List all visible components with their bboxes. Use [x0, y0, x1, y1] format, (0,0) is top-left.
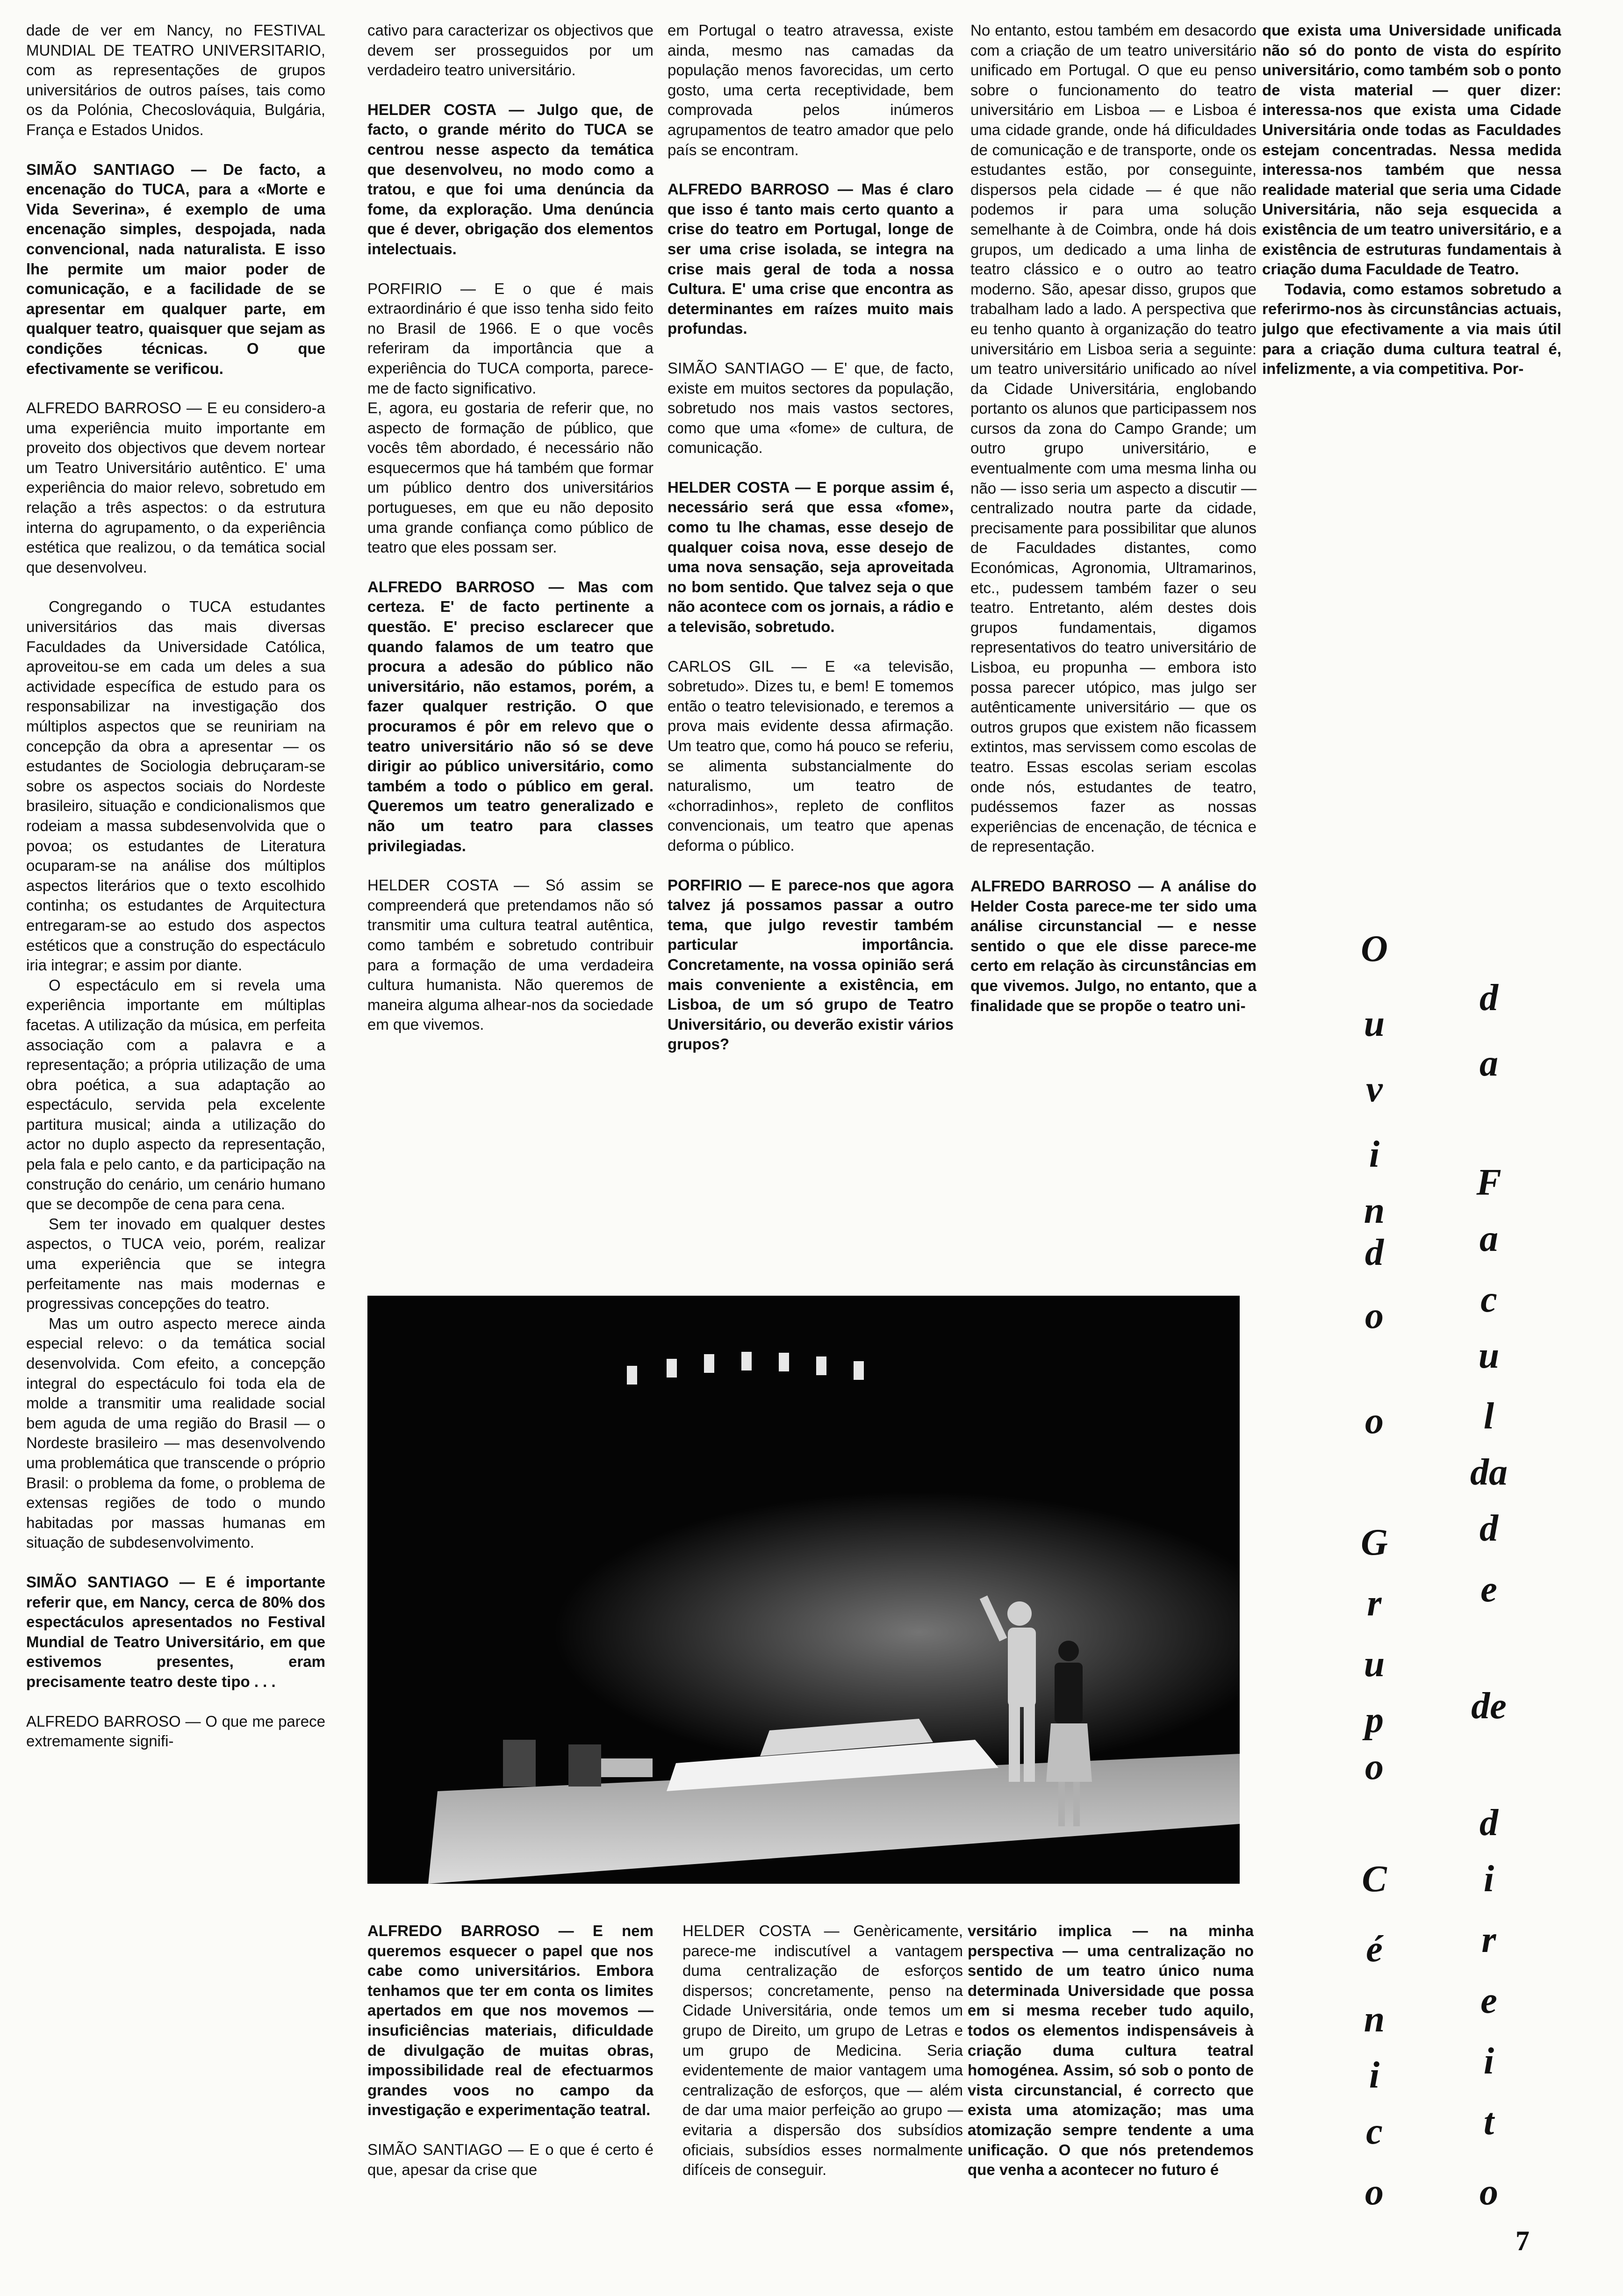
title-letter: o — [1365, 1746, 1384, 1787]
speaker-name: ALFREDO BARROSO — [367, 1922, 540, 1939]
title-letter: a — [1479, 1043, 1498, 1084]
speech-text: — Genèricamente, parece-me indiscutível a vantagem duma centralização de esforços dispersos; concretamente, penso na Cidade Universitária, onde temos um grupo de Direito, um grupo de Letras e um grupo de Medicina. Seria evidentemente de maior vantagem uma centralização de esforços, que — além de dar uma maior perfeição ao grupo — evitaria a dispersão dos subsídios oficiais, subsídios esses normalmente difíceis de conseguir. — [682, 1922, 963, 2179]
speech-text: — E «a televisão, sobretudo». Dizes tu, e bem! E tomemos então o teatro televisionado, e teremos a prova mais evidente dessa afirmação. Um teatro que, como há pouco se referiu, se alimenta substancialmente do naturalismo, um teatro de «chorradinhos», repleto de conflitos convencionais, um teatro que apenas deforma o público. — [668, 657, 954, 854]
speaker-name: HELDER COSTA — [367, 100, 496, 118]
page-number: 7 — [1515, 2225, 1530, 2256]
paragraph — [367, 577, 654, 856]
speaker-name: HELDER COSTA — [367, 876, 498, 894]
paragraph — [367, 1921, 654, 2120]
speaker-name: SIMÃO SANTIAGO — [26, 1573, 169, 1591]
vertical-title-da-faculdade-de-direito — [1454, 0, 1524, 2296]
speaker-name: ALFREDO BARROSO — [367, 578, 535, 596]
speech-text: — E porque assim é, necessário será que essa «fome», como tu lhe chamas, esse desejo de qualquer coisa nova, esse desejo de uma nova sensação, seja aproveitada no bom sentido. Que talvez seja o que não acontece com os jornais, a rádio e a televisão, sobretudo. — [668, 478, 954, 636]
speech-text: — Julgo que, de facto, o grande mérito do TUCA se centrou nesse aspecto da temática que desenvolveu, no modo como a tratou, e que foi uma denúncia da fome, da exploração. Uma denúncia que é dever, obrigação dos elementos intelectuais. — [367, 100, 654, 258]
title-letter: i — [1369, 1134, 1380, 1175]
title-letter: é — [1366, 1929, 1383, 1970]
title-letter: da — [1470, 1452, 1508, 1493]
speaker-name: ALFREDO BARROSO — [26, 1712, 181, 1730]
title-letter: r — [1367, 1583, 1382, 1624]
paragraph — [367, 100, 654, 259]
speaker-name: SIMÃO SANTIAGO — [26, 160, 175, 178]
speech-text: — E nem queremos esquecer o papel que nos cabe como universitários. Embora tenhamos que ter em conta os limites apertados em que nos movemos — insuficiências materiais, dificuldade de divulgação de muitas obras, impossibilidade real de efectuarmos grandes voos no campo da investigação e experimentação teatral. — [367, 1922, 654, 2119]
title-letter: o — [1479, 2172, 1498, 2213]
title-letter: G — [1361, 1522, 1388, 1563]
title-letter: d — [1479, 1508, 1498, 1549]
paragraph — [367, 875, 654, 1035]
article-column-4 — [970, 21, 1257, 1255]
title-letter: l — [1483, 1396, 1494, 1437]
paragraph — [968, 1921, 1254, 2180]
title-letter: de — [1471, 1686, 1507, 1727]
speech-text: — Mas com certeza. E' de facto pertinente a questão. E' preciso esclarecer que quando falamos de um teatro que procura a adesão do público não universitário, não estamos, porém, a fazer qualquer restrição. O que procuramos é pôr em relevo que o teatro universitário não só se deve dirigir ao público universitário, como também a todo o público em geral. Queremos um teatro generalizado e não um teatro para classes privilegiadas. — [367, 578, 654, 854]
title-letter: e — [1480, 1980, 1497, 2021]
vertical-title-ouvindo-o-grupo-cenico — [1346, 0, 1402, 2296]
speech-text: — E o que é mais extraordinário é que isso tenha sido feito no Brasil de 1966. E o que vocês referiram da importância que a experiência do TUCA comporta, parece-me de facto significativo. — [367, 280, 654, 397]
article-column-3 — [668, 21, 954, 1255]
paragraph — [26, 160, 325, 379]
title-letter: o — [1365, 1400, 1384, 1442]
title-letter: a — [1479, 1218, 1498, 1259]
title-letter: t — [1483, 2102, 1494, 2143]
paragraph: E, agora, eu gostaria de referir que, no aspecto de formação de público, que vocês têm abordado, é necessário não esquecermos que há também que formar um público dentro dos universitários portugueses, em que eu não deposito uma grande confiança como público de teatro que eles possam ser. — [367, 399, 654, 556]
title-letter: u — [1364, 1643, 1385, 1685]
title-letter: e — [1480, 1569, 1497, 1610]
title-letter: C — [1362, 1858, 1387, 1900]
speech-text: que exista uma Universidade unificada não só do ponto de vista do espírito universitário, como também sob o ponto de vista material — quer dizer: interessa-nos que exista uma Cidade Universitária onde todas as Faculdades estejam concentradas. Nessa medida interessa-nos também que nessa realidade material que seria uma Cidade Universitária, não seja esquecida a existência de um teatro universitário, e a existência de estruturas fundamentais à criação duma Faculdade de Teatro. — [1262, 22, 1561, 278]
speech-text: — E o que é certo é que, apesar da crise que — [367, 2140, 654, 2178]
title-letter: c — [1366, 2111, 1383, 2152]
speaker-name: ALFREDO BARROSO — [26, 399, 181, 417]
title-letter: p — [1365, 1700, 1384, 1741]
article-column-1 — [26, 21, 325, 2189]
title-letter: i — [1369, 2055, 1380, 2096]
title-letter: o — [1365, 1295, 1384, 1336]
paragraph — [367, 279, 654, 399]
paragraph — [26, 1572, 325, 1692]
title-letter: v — [1366, 1069, 1383, 1110]
paragraph: Sem ter inovado em qualquer destes aspectos, o TUCA veio, porém, realizar uma experiência que se integra perfeitamente nas mais modernas e progressivas concepções do teatro. — [26, 1215, 325, 1313]
speech-text: — Mas é claro que isso é tanto mais certo quanto a crise do teatro em Portugal, longe de ser uma crise isolada, se integra na crise mais geral de toda a nossa Cultura. E' uma crise que encontra as determinantes em raízes muito mais profundas. — [668, 180, 954, 337]
speaker-name: CARLOS GIL — [668, 657, 774, 675]
speech-text: — E' que, de facto, existe em muitos sectores da população, sobretudo nos mais vastos sectores, como que uma «fome» de cultura, de comunicação. — [668, 359, 954, 457]
article-column-6 — [367, 1921, 654, 2276]
speech-text: — A análise do Helder Costa parece-me ter sido uma análise circunstancial — e nesse sentido o que ele disse parece-me certo em relação às circunstâncias em que vivemos. Julgo, no entanto, que a finalidade que se propõe o teatro uni- — [970, 877, 1257, 1014]
paragraph: cativo para caracterizar os objectivos que devem ser prosseguidos por um verdadeiro teatro universitário. — [367, 22, 654, 79]
paragraph — [668, 478, 954, 637]
title-letter: F — [1476, 1162, 1501, 1203]
speaker-name: SIMÃO SANTIAGO — [367, 2140, 503, 2158]
title-letter: d — [1479, 1802, 1498, 1844]
paragraph — [26, 398, 325, 577]
speaker-name: HELDER COSTA — [668, 478, 790, 496]
article-column-8 — [968, 1921, 1254, 2276]
paragraph — [668, 657, 954, 856]
speech-text: — Só assim se compreenderá que pretendamos não só transmitir uma cultura teatral autêntica, como também e sobretudo contribuir para a formação de uma verdadeira cultura humanista. Não queremos de maneira alguma alhear-nos da sociedade em que vivemos. — [367, 876, 654, 1033]
stage-photograph — [367, 1296, 1240, 1884]
speech-text: — E eu considero-a uma experiência muito importante em proveito dos objectivos que devem nortear um Teatro Universitário autêntico. E' uma experiência do maior relevo, sobretudo em relação a três aspectos: o da estrutura interna do agrupamento, o da experiência estética que realizou, o da temática social que desenvolveu. — [26, 399, 325, 576]
title-letter: o — [1365, 2172, 1384, 2213]
paragraph: dade de ver em Nancy, no FESTIVAL MUNDIAL DE TEATRO UNIVERSITARIO, com as representações de grupos universitários de outros países, tais como os da Polónia, Checoslováquia, Bulgária, França e Estados Unidos. — [26, 22, 325, 138]
speaker-name: PORFIRIO — [367, 280, 442, 297]
speaker-name: HELDER COSTA — [682, 1922, 810, 1939]
title-letter: u — [1478, 1335, 1500, 1376]
paragraph — [668, 875, 954, 1055]
title-letter: d — [1479, 977, 1498, 1019]
title-letter: i — [1483, 1858, 1494, 1900]
title-letter: d — [1365, 1232, 1384, 1273]
paragraph: em Portugal o teatro atravessa, existe ainda, mesmo nas camadas da população menos favorecidas, um certo gosto, uma certa receptividade, bem comprovada pelos inúmeros agrupamentos de teatro amador que pelo país se encontram. — [668, 22, 954, 158]
speaker-name: ALFREDO BARROSO — [668, 180, 830, 198]
title-letter: r — [1481, 1919, 1496, 1960]
speech-text: versitário implica — na minha perspectiva — uma centralização no sentido de um teatro único numa determinada Universidade que possa em si mesma receber tudo aquilo, todos os elementos indispensáveis à criação duma cultura teatral homogénea. Assim, só sob o ponto de vista circunstancial, é correcto que exista uma atomização; mas uma atomização sempre tendente a uma unificação. O que nós pretendemos que venha a acontecer no futuro é — [968, 1922, 1254, 2179]
title-letter: O — [1361, 928, 1388, 969]
paragraph: O espectáculo em si revela uma experiência importante em múltiplas facetas. A utilização da música, em perfeita associação com a palavra e a representação; a própria utilização de uma obra poética, a sua adaptação ao espectáculo, servida pela excelente partitura musical; ainda a utilização do actor no duplo aspecto da representação, pela fala e pelo canto, e da participação na construção do cenário, um cenário humano que se decompõe de cena para cena. — [26, 976, 325, 1213]
speech-text: — De facto, a encenação do TUCA, para a «Morte e Vida Severina», é exemplo de uma encenação simples, despojada, nada convencional, nada naturalista. E isso lhe permite um maior poder de comunicação, e a facilidade de se apresentar em qualquer parte, em qualquer teatro, quaisquer que sejam as condições técnicas. O que efectivamente se verificou. — [26, 160, 325, 377]
paragraph — [970, 876, 1257, 1016]
paragraph — [367, 2140, 654, 2180]
speech-text: Todavia, como estamos sobretudo a referirmo-nos às circunstâncias actuais, julgo que efectivamente a via mais útil para a criação duma cultura teatral é, infelizmente, a via competitiva. Por- — [1262, 280, 1561, 378]
speech-text: — E é importante referir que, em Nancy, cerca de 80% dos espectáculos apresentados no Festival Mundial de Teatro Universitário, em que estivemos presentes, eram precisamente teatro deste tipo . . . — [26, 1573, 325, 1690]
paragraph — [668, 359, 954, 458]
speaker-name: ALFREDO BARROSO — [970, 877, 1131, 895]
paragraph: Mas um outro aspecto merece ainda especial relevo: o da temática social desenvolvida. Com efeito, a concepção integral do espectáculo foi toda ela de molde a transmitir uma realidade social bem aguda de uma região do Brasil — o Nordeste brasileiro — mas desenvolvendo uma problemática que transcende o próprio Brasil: o problema da fome, o problema de extensas regiões de todo o mundo habitadas por massas humanas em situação de subdesenvolvimento. — [26, 1314, 325, 1551]
paragraph: Congregando o TUCA estudantes universitários das mais diversas Faculdades da Universidade Católica, aproveitou-se em cada um deles a sua actividade específica de estudo para os responsabilizar na investigação dos múltiplos aspectos que se reuniriam na concepção da obra a apresentar — os estudantes de Sociologia debruçaram-se sobre os aspectos sociais do Nordeste brasileiro, situação e condicionalismos que rodeiam a massa subdesenvolvida que o povoa; os estudantes de Literatura ocuparam-se na análise dos múltiplos aspectos literários que o texto escolhido continha; os estudantes de Arquitectura entregaram-se ao estudo dos aspectos estéticos que a construção do espectáculo iria integrar; e assim por diante. — [26, 598, 325, 974]
title-letter: c — [1480, 1279, 1497, 1320]
stage-scene-image — [367, 1296, 1240, 1884]
title-letter: i — [1483, 2041, 1494, 2082]
paragraph — [668, 179, 954, 339]
paragraph — [26, 1712, 325, 1751]
title-letter: u — [1364, 1003, 1385, 1044]
speech-text: — O que me parece extremamente signifi- — [26, 1712, 325, 1750]
speech-text: — E parece-nos que agora talvez já possamos passar a outro tema, que julgo revestir também particular importância. Concretamente, na vossa opinião será mais conveniente a existência, em Lisboa, de um só grupo de Teatro Universitário, ou deverão existir vários grupos? — [668, 876, 954, 1053]
article-column-7 — [682, 1921, 963, 2276]
title-letter: n — [1364, 1190, 1385, 1231]
article-column-2 — [367, 21, 654, 1255]
speaker-name: SIMÃO SANTIAGO — [668, 359, 804, 377]
paragraph — [682, 1921, 963, 2180]
speaker-name: PORFIRIO — [668, 876, 742, 894]
title-letter: n — [1364, 1999, 1385, 2040]
paragraph: No entanto, estou também em desacordo com a criação de um teatro universitário unificado em Portugal. O que eu penso sobre o funcionamento do teatro universitário em Lisboa — e Lisboa é uma cidade grande, onde há dificuldades de comunicação e de transporte, onde os estudantes estão, por conseguinte, dispersos pela cidade — é que não podemos ir para uma solução semelhante à de Coimbra, onde há dois grupos, um dedicado a uma linha de teatro clássico e o outro ao teatro moderno. São, apesar disso, grupos que trabalham lado a lado. A perspectiva que eu tenho quanto à organização do teatro universitário em Lisboa seria a seguinte: um teatro universitário unificado ao nível da Cidade Universitária, englobando portanto os alunos que participassem nos cursos da zona do Campo Grande; um outro grupo universitário, e eventualmente com uma mesma linha ou não — isso seria um aspecto a discutir — centralizado noutra parte da cidade, precisamente para possibilitar que alunos de Faculdades distantes, como Económicas, Agronomia, Ultramarinos, etc., pudessem também fazer o seu teatro. Entretanto, além destes dois grupos fundamentais, digamos representativos do teatro universitário de Lisboa, eu propunha — embora isto possa parecer utópico, mas julgo ser autênticamente universitário — que os outros grupos que existem não ficassem extintos, mas servissem como escolas de teatro. Essas escolas seriam escolas onde nós, estudantes de teatro, pudéssemos fazer as nossas experiências de encenação, de técnica e de representação. — [970, 22, 1257, 855]
